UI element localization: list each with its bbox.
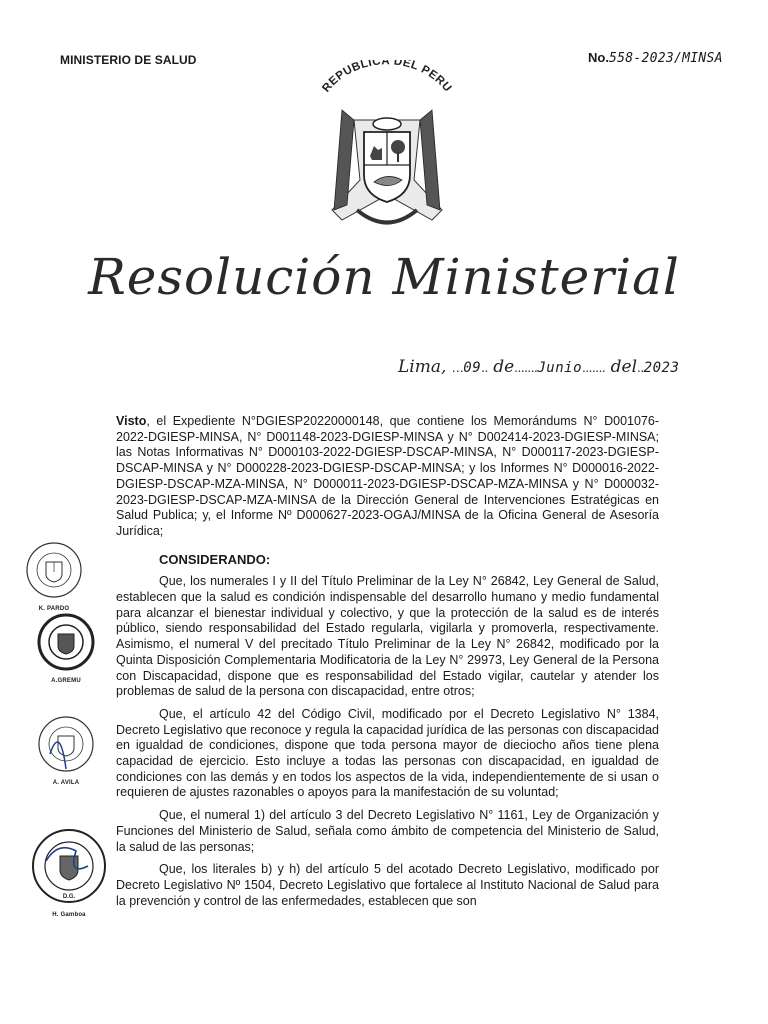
ministry-stamp-icon — [24, 540, 84, 600]
date-day: 09 — [463, 360, 482, 376]
national-coat-of-arms — [312, 60, 462, 240]
resolution-number-value: 558-2023/MINSA — [608, 51, 723, 66]
body-paragraph: Que, los numerales I y II del Título Preliminar de la Ley N° 26842, Ley General de Salud, establecen que la salud es condición indispensable del desarrollo humano y medio fundamental para alcanzar el bienestar individual y colectivo, y que la protección de la salud es de interés público, siendo responsabilidad del Estado regularla, vigilarla y promoverla, respectivamente. Asimismo, el numeral V del precitado Título Preliminar de la Ley N° 26842, modificado por la Quinta Disposición Complementaria Modificatoria de la Ley N° 29973, Ley General de la Persona con Discapacidad, dispone que es responsabilidad del Estado vigilar, cautelar y atender los problemas de salud de la persona con discapacidad, entre otros; — [116, 574, 659, 699]
ministry-stamp-icon — [28, 826, 110, 906]
stamp-caption: H. Gamboa — [52, 912, 86, 918]
visto-text: , el Expediente N°DGIESP20220000148, que contiene los Memorándums N° D001076-2022-DGIESP-MINSA, N° D001148-2023-DGIESP-MINSA y N° D002414-2023-DGIESP-MINSA; las Notas Informativas N° D000103-2022-DGIESP-DSCAP-MINSA, N° D000117-2023-DGIESP-DSCAP-MINSA y N° D000228-2023-DGIESP-DSCAP-MINSA; y los Informes N° D000016-2022-DGIESP-DSCAP-MZA-MINSA, N° D000011-2023-DGIESP-DSCAP-MZA-MINSA y N° D000032-2023-DGIESP-DSCAP-MZA-MINSA de la Dirección General de Intervenciones Estratégicas en Salud Publica; y, el Informe Nº D000627-2023-OGAJ/MINSA de la Oficina General de Asesoría Jurídica; — [116, 414, 659, 538]
stamp-pardo — [24, 540, 84, 612]
resolution-number-prefix: No. — [588, 50, 609, 65]
considerando-heading: CONSIDERANDO: — [159, 551, 271, 567]
stamp-sub: D.G. — [62, 894, 76, 900]
stamp-caption: A. AVILA — [52, 780, 80, 786]
stamp-caption: A.GREMU — [51, 678, 81, 684]
resolution-number — [588, 50, 723, 66]
ministry-stamp-icon — [36, 612, 96, 672]
visto-label: Visto — [116, 414, 147, 428]
body-paragraph: Que, el artículo 42 del Código Civil, modificado por el Decreto Legislativo N° 1384, Decreto Legislativo que reconoce y regula la capacidad jurídica de las personas con discapacidad en igualdad de condiciones, dispone que toda persona mayor de dieciocho años tiene plena capacidad de ejercicio. Esto incluye a todas las personas con discapacidad, en igualdad de condiciones con las demás y en todos los aspectos de la vida, independientemente de si usan o requieren de ajustes razonables o apoyos para la manifestación de su voluntad; — [116, 706, 659, 800]
date-city: Lima, — [398, 357, 447, 377]
ministry-name: MINISTERIO DE SALUD — [60, 53, 197, 67]
date-de: de — [493, 357, 515, 377]
coat-of-arms-icon — [312, 60, 462, 240]
ministry-stamp-icon — [36, 714, 96, 774]
body-paragraph: Que, los literales b) y h) del artículo 5 del acotado Decreto Legislativo, modificado por Decreto Legislativo Nº 1504, Decreto Legislativo que fortalece al Instituto Nacional de Salud para la prevención y control de las enfermedades, establecen que son — [116, 862, 659, 908]
date-del: del — [610, 357, 638, 377]
stamp-gamboa — [28, 826, 110, 918]
stamp-caption: K. PARDO — [38, 606, 70, 612]
document-title: Resolución Ministerial — [88, 248, 680, 306]
stamp-avila — [36, 714, 96, 786]
body-paragraph: Que, el numeral 1) del artículo 3 del Decreto Legislativo N° 1161, Ley de Organización y Funciones del Ministerio de Salud, señala como ámbito de competencia del Ministerio de Salud, la salud de las personas; — [116, 808, 659, 854]
seal-text: REPUBLICA DEL PERU — [320, 60, 454, 95]
stamp-gremu — [36, 612, 96, 684]
document-body — [116, 414, 659, 909]
visto-paragraph — [116, 414, 659, 540]
date-month: Junio — [537, 360, 583, 376]
date-year: 2023 — [643, 360, 680, 376]
date-line: Lima, …09.. de.......Junio....... del..2023 — [398, 357, 680, 377]
